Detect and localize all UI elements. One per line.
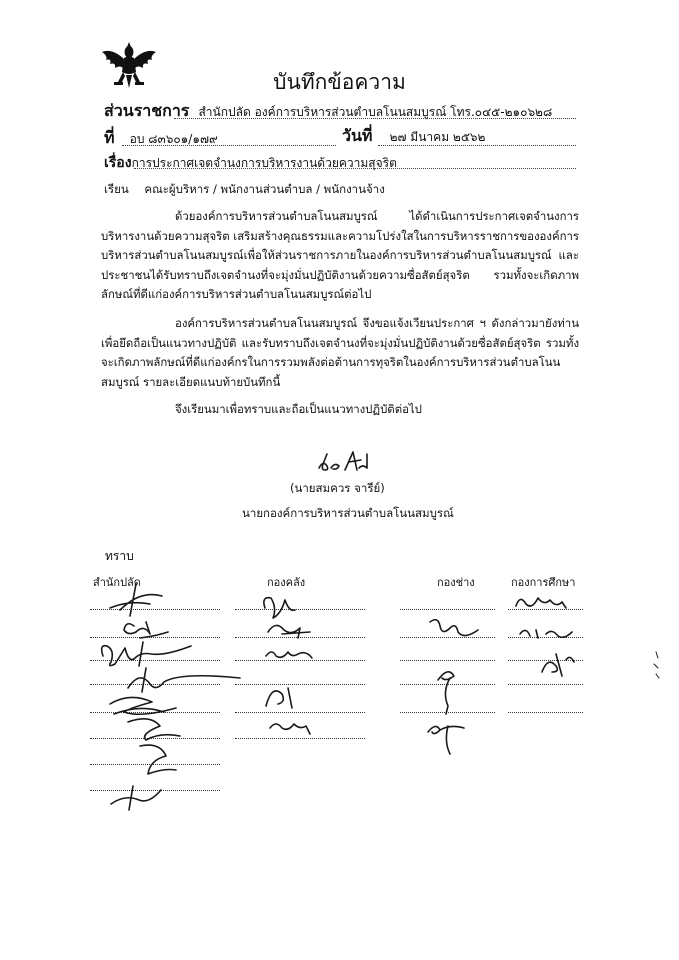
date-underline bbox=[378, 145, 576, 146]
column-header-office: สำนักปลัด bbox=[93, 576, 141, 589]
handwritten-signature bbox=[516, 620, 586, 644]
handwritten-signature bbox=[424, 612, 484, 642]
agency-underline bbox=[174, 118, 576, 119]
handwritten-signature bbox=[420, 716, 480, 758]
ref-underline bbox=[122, 145, 336, 146]
ref-label: ที่ bbox=[104, 128, 115, 147]
body-paragraph-2: องค์การบริหารส่วนตำบลโนนสมบูรณ์ จึงขอแจ้งเวียนประกาศ ฯ ดังกล่าวมายังท่านเพื่อยึดถือเป็นแนวทางปฏิบัติ และรับทราบถึงเจตจำนงที่จะมุ่งมั่นปฏิบัติงานด้วยซื่อสัตย์สุจริต รวมทั้งจะเกิดภาพลักษณ์ที่ดีแก่องค์กรในการรวมพลังต่อต้านการทุจริตในองค์การบริหารส่วนตำบลโนนสมบูรณ์ รายละเอียดแนบท้ายบันทึกนี้ bbox=[101, 316, 579, 389]
handwritten-signature bbox=[266, 714, 326, 738]
agency-value: สำนักปลัด องค์การบริหารส่วนตำบลโนนสมบูรณ์ โทร.๐๔๕-๒๑๐๖๒๘ bbox=[198, 105, 553, 119]
handwritten-signature bbox=[262, 616, 322, 640]
to-value: คณะผู้บริหาร / พนักงานส่วนตำบล / พนักงานจ้าง bbox=[144, 182, 385, 196]
ref-value: อบ ๘๓๖๐๑/๑๗๙ bbox=[129, 132, 218, 146]
agency-label: ส่วนราชการ bbox=[104, 101, 190, 120]
subject-label: เรื่อง bbox=[104, 155, 132, 171]
handwritten-signature bbox=[510, 588, 580, 616]
column-header-engineering: กองช่าง bbox=[437, 576, 475, 589]
memo-title: บันทึกข้อความ bbox=[273, 70, 406, 94]
body-paragraph-1: ด้วยองค์การบริหารส่วนตำบลโนนสมบูรณ์ ได้ดำเนินการประกาศเจตจำนงการบริหารงานด้วยความสุจริต เสริมสร้างคุณธรรมและความโปร่งใสในการบริหารราชการขององค์การบริหารส่วนตำบลโนนสมบูรณ์เพื่อให้ส่วนราชการภายในองค์การบริหารส่วนตำบลโนนสมบูรณ์ และประชาชนได้รับทราบถึงเจตจำนงที่จะมุ่งมั่นปฏิบัติงานด้วยความซื่อสัตย์สุจริต รวมทั้งจะเกิดภาพลักษณ์ที่ดีแก่องค์การบริหารส่วนตำบลโนนสมบูรณ์ต่อไป bbox=[101, 209, 579, 301]
signatory-position: นายกองค์การบริหารส่วนตำบลโนนสมบูรณ์ bbox=[242, 506, 454, 520]
handwritten-signature bbox=[532, 646, 582, 680]
handwritten-signature bbox=[130, 740, 190, 780]
date-value: ๒๗ มีนาคม ๒๕๖๒ bbox=[389, 130, 486, 144]
handwritten-signature bbox=[262, 642, 322, 664]
handwritten-signature bbox=[258, 680, 308, 714]
handwritten-signature bbox=[428, 660, 478, 716]
to-label: เรียน bbox=[104, 182, 129, 196]
subject-underline bbox=[134, 168, 576, 169]
date-label: วันที่ bbox=[342, 126, 373, 145]
acknowledge-label: ทราบ bbox=[105, 549, 134, 563]
director-signature bbox=[313, 448, 373, 476]
column-header-education: กองการศึกษา bbox=[511, 576, 576, 589]
signatory-name: (นายสมควร จารีย์) bbox=[290, 481, 385, 495]
handwritten-signature bbox=[105, 782, 175, 812]
subject-value: การประกาศเจตจำนงการบริหารงานด้วยความสุจริต bbox=[131, 156, 397, 170]
column-header-finance: กองคลัง bbox=[267, 576, 306, 589]
closing-sentence: จึงเรียนมาเพื่อทราบและถือเป็นแนวทางปฏิบัติต่อไป bbox=[175, 402, 422, 416]
scan-mark bbox=[650, 648, 664, 682]
